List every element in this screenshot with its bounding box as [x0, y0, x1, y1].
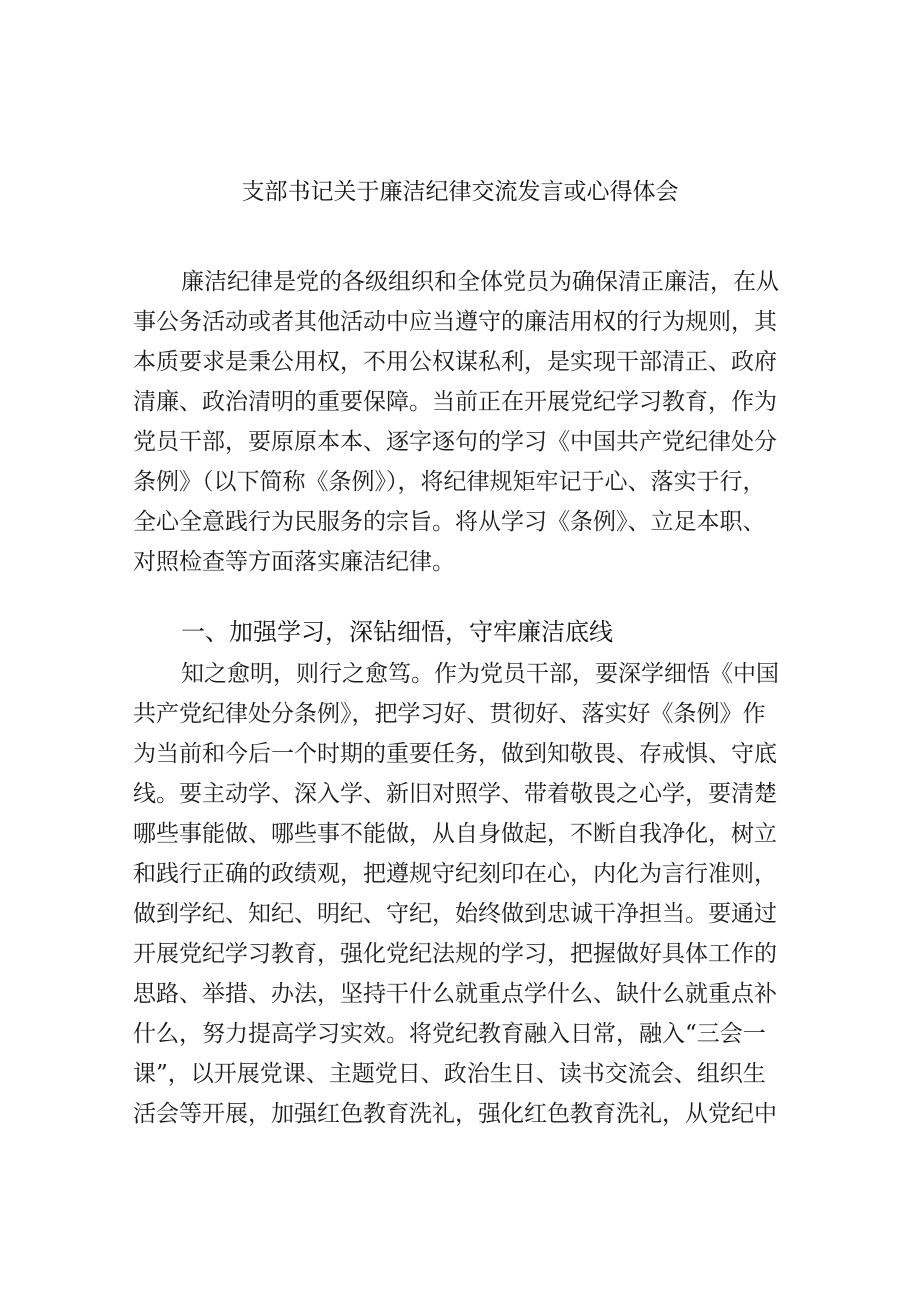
paragraph-line: 全心全意践行为民服务的宗旨。将从学习《条例》、立足本职、 [133, 509, 766, 535]
section-heading: 一、加强学习，深钻细悟，守牢廉洁底线 [181, 618, 613, 646]
paragraph-line: 活会等开展，加强红色教育洗礼，强化红色教育洗礼，从党纪中 [133, 1101, 777, 1127]
paragraph-line: 课”，以开展党课、主题党日、政治生日、读书交流会、组织生 [133, 1061, 766, 1087]
document-title: 支部书记关于廉洁纪律交流发言或心得体会 [241, 179, 679, 205]
paragraph-line: 本质要求是秉公用权，不用公权谋私利，是实现干部清正、政府 [133, 349, 777, 375]
paragraph-line: 党员干部，要原原本本、逐字逐句的学习《中国共产党纪律处分 [133, 429, 777, 455]
paragraph-line: 知之愈明，则行之愈笃。作为党员干部，要深学细悟《中国 [181, 661, 779, 687]
paragraph-line: 线。要主动学、深入学、新旧对照学、带着敬畏之心学，要清楚 [133, 781, 777, 807]
intro-paragraph [133, 262, 798, 582]
paragraph-line: 和践行正确的政绩观，把遵规守纪刻印在心，内化为言行准则， [133, 861, 777, 887]
paragraph-line: 廉洁纪律是党的各级组织和全体党员为确保清正廉洁，在从 [181, 269, 779, 295]
section-paragraph [133, 654, 798, 1134]
paragraph-line: 事公务活动或者其他活动中应当遵守的廉洁用权的行为规则，其 [133, 309, 777, 335]
paragraph-line: 共产党纪律处分条例》，把学习好、贯彻好、落实好《条例》作 [133, 701, 766, 727]
paragraph-line: 思路、举措、办法，坚持干什么就重点学什么、缺什么就重点补 [133, 981, 777, 1007]
paragraph-line: 为当前和今后一个时期的重要任务，做到知敬畏、存戒惧、守底 [133, 741, 777, 767]
paragraph-line: 对照检查等方面落实廉洁纪律。 [133, 549, 455, 575]
paragraph-line: 开展党纪学习教育，强化党纪法规的学习，把握做好具体工作的 [133, 941, 777, 967]
paragraph-line: 条例》（以下简称《条例》），将纪律规矩牢记于心、落实于行， [133, 469, 766, 495]
paragraph-line: 做到学纪、知纪、明纪、守纪，始终做到忠诚干净担当。要通过 [133, 901, 777, 927]
paragraph-line: 什么，努力提高学习实效。将党纪教育融入日常，融入“三会一 [133, 1021, 766, 1047]
paragraph-line: 清廉、政治清明的重要保障。当前正在开展党纪学习教育，作为 [133, 389, 777, 415]
paragraph-line: 哪些事能做、哪些事不能做，从自身做起，不断自我净化，树立 [133, 821, 777, 847]
